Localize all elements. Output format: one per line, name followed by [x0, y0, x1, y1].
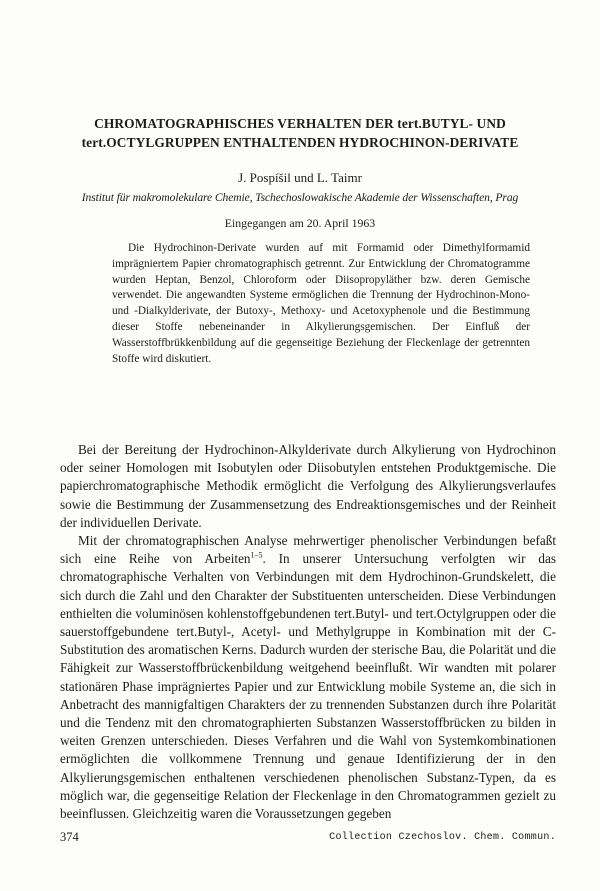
- reference-superscript: 1–5: [250, 550, 263, 560]
- paragraph-2-text-b: . In unserer Untersuchung verfolgten wir das chromatographische Verhalten von Verbindungen mit dem Hydrochinon-Grundskelett, die sich durch die Zahl und den Charakter der Substituenten unterscheiden. Diese Verbindungen enthielten die voluminösen kohlenstoffgebundenen tert.Butyl- und tert.Octylgruppen oder die sauerstoffgebundene tert.Butyl-, Acetyl- und Methylgruppe in Kombination mit der C-Substitution des aromatischen Kerns. Dadurch wurden der sterische Bau, die Polarität und die Fähigkeit zur Wasserstoffbrückenbildung weitgehend beeinflußt. Wir wandten mit polarer stationären Phase imprägniertes Papier und zur Entwicklung mobile Systeme an, die sich in Anbetracht des mannigfaltigen Charakters der zu trennenden Substanzen durch ihre Polarität und die Tendenz mit den chromatographierten Substanzen Wasserstoffbrücken zu bilden in weiten Grenzen unterschieden. Dieses Verfahren und die Wahl von Systemkombinationen ermöglichten die vollkommene Trennung und genaue Identifizierung der in den Alkylierungsgemischen enthaltenen verschiedenen phenolischen Substanz-Typen, da es möglich war, die gegenseitige Relation der Fleckenlage in den Chromatogrammen gezielt zu beeinflussen. Gleichzeitig waren die Voraussetzungen gegeben: [60, 551, 556, 822]
- article-title: [60, 114, 540, 152]
- article-body: [60, 441, 556, 823]
- abstract: Die Hydrochinon-Derivate wurden auf mit Formamid oder Dimethylformamid imprägniertem Papier chromatographisch getrennt. Zur Entwicklung der Chromatogramme wurden Heptan, Benzol, Chloroform oder Diisopropyläther bzw. deren Gemische verwendet. Die angewandten Systeme ermöglichen die Trennung der Hydrochinon-Mono- und -Dialkylderivate, der Butoxy-, Methoxy- und Acetoxyphenole und die Bestimmung dieser Stoffe nebeneinander in Alkylierungsgemischen. Der Einfluß der Wasserstoffbrükkenbildung auf die gegenseitige Beziehung der Fleckenlage der getrennten Stoffe wird diskutiert.: [112, 242, 530, 365]
- authors: J. Pospíšil und L. Taimr: [238, 170, 362, 185]
- journal-name: Collection Czechoslov. Chem. Commun.: [329, 832, 556, 843]
- title-line-1: CHROMATOGRAPHISCHES VERHALTEN DER tert.BUTYL- UND: [94, 116, 506, 131]
- affiliation: Institut für makromolekulare Chemie, Tschechoslowakische Akademie der Wissenschaften, Prag: [81, 191, 519, 204]
- received-date: Eingegangen am 20. April 1963: [224, 216, 376, 230]
- paragraph-2-text-a: Mit der chromatographischen Analyse mehrwertiger phenolischer Verbindungen befaßt sich eine Reihe von Arbeiten: [60, 533, 556, 567]
- paragraph-2: [60, 532, 556, 823]
- page-number: 374: [60, 830, 79, 844]
- paragraph-1: Bei der Bereitung der Hydrochinon-Alkylderivate durch Alkylierung von Hydrochinon oder seiner Homologen mit Isobutylen oder Diisobutylen entstehen Produktgemische. Die papierchromatographische Methodik ermöglicht die Verfolgung des Alkylierungsverlaufes sowie die Bestimmung der Zusammensetzung des Endreaktionsgemisches und der Reinheit der individuellen Derivate.: [60, 442, 556, 530]
- title-line-2: tert.OCTYLGRUPPEN ENTHALTENDEN HYDROCHINON-DERIVATE: [81, 135, 519, 150]
